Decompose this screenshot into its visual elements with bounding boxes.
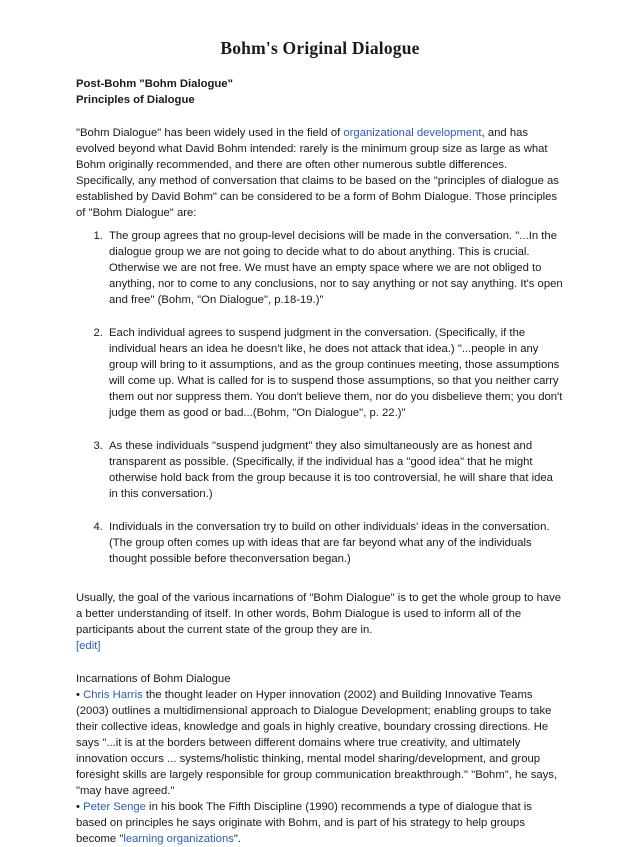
principle-item: 4. Individuals in the conversation try to build on other individuals' ideas in the conversation. (The group often comes up with ideas that are far beyond what any of the individuals thought possible before theconversation began.) xyxy=(106,519,564,567)
intro-text-end: , and has evolved beyond what David Bohm intended: rarely is the minimum group size as large as what Bohm originally recommended, and there are often other numerous subtle differences. Specifically, any method of conversation that claims to be based on the "principles of dialogue as established by David Bohm" can be considered to be a form of Bohm Dialogue. Those principles of "Bohm Dialogue" are: xyxy=(76,127,559,219)
edit-link[interactable]: [edit] xyxy=(76,640,101,652)
bullet-marker: • xyxy=(76,801,80,813)
bullet-text: in his book The Fifth Discipline (1990) recommends a type of dialogue that is based on principles he says originate with Bohm, and is part of his strategy to help groups become " xyxy=(76,801,532,845)
bullet-text: the thought leader on Hyper innovation (2002) and Building Innovative Teams (2003) outlines a multidimensional approach to Dialogue Development; enabling groups to take their collective ideas, knowledge and goals in highly creative, boundary crossing directions. He says "...it is at the borders between different domains where true creativity, and ultimately innovation occurs ... systems/holistic thinking, mental model sharing/development, and group foresight skills are largely responsible for group communication breakthrough." "Bohm", he says, "may have agreed." xyxy=(76,689,558,797)
principle-item: 2. Each individual agrees to suspend judgment in the conversation. (Specifically, if the individual hears an idea he doesn't like, he does not attack that idea.) "...people in any group will bring to it assumptions, and as the group continues meeting, those assumptions will come up. What is called for is to suspend those assumptions, so that you neither carry them out nor suppress them. You don't believe them, nor do you disbelieve them; you don't judge them as good or bad...(Bohm, "On Dialogue", p. 22.)" xyxy=(106,325,564,421)
intro-paragraph xyxy=(76,125,564,221)
intro-text-start: "Bohm Dialogue" has been widely used in the field of xyxy=(76,127,344,139)
usually-paragraph: Usually, the goal of the various incarnations of "Bohm Dialogue" is to get the whole group to have a better understanding of itself. In other words, Bohm Dialogue is used to inform all of the participants about the current state of the group they are in. xyxy=(76,592,562,636)
incarnations-heading: Incarnations of Bohm Dialogue xyxy=(76,673,231,685)
page-title: Bohm's Original Dialogue xyxy=(220,38,420,58)
organizational-development-link[interactable]: organizational development xyxy=(343,127,482,139)
chris-harris-link[interactable]: Chris Harris xyxy=(83,689,143,701)
subheading-post-bohm: Post-Bohm "Bohm Dialogue" xyxy=(76,78,233,90)
bullet-peter-senge xyxy=(76,799,564,847)
bullet-tail: ". xyxy=(233,833,242,845)
bullet-marker: • xyxy=(76,689,80,701)
bullet-chris-harris xyxy=(76,687,564,799)
principles-list xyxy=(76,228,564,567)
peter-senge-link[interactable]: Peter Senge xyxy=(83,801,146,813)
learning-organizations-link[interactable]: learning organizations xyxy=(123,833,234,845)
principle-item: 3. As these individuals "suspend judgment" they also simultaneously are as honest and transparent as possible. (Specifically, if the individual has a "good idea" that he might otherwise hold back from the group because it is too controversial, he will share that idea in this conversation.) xyxy=(106,438,564,502)
principle-item: 1. The group agrees that no group-level decisions will be made in the conversation. "...In the dialogue group we are not going to decide what to do about anything. This is crucial. Otherwise we are not free. We must have an empty space where we are not obliged to anything, nor to come to any conclusions, nor to say anything or not say anything. It's open and free" (Bohm, "On Dialogue", p.18-19.)" xyxy=(106,228,564,308)
subheading-principles: Principles of Dialogue xyxy=(76,94,195,106)
